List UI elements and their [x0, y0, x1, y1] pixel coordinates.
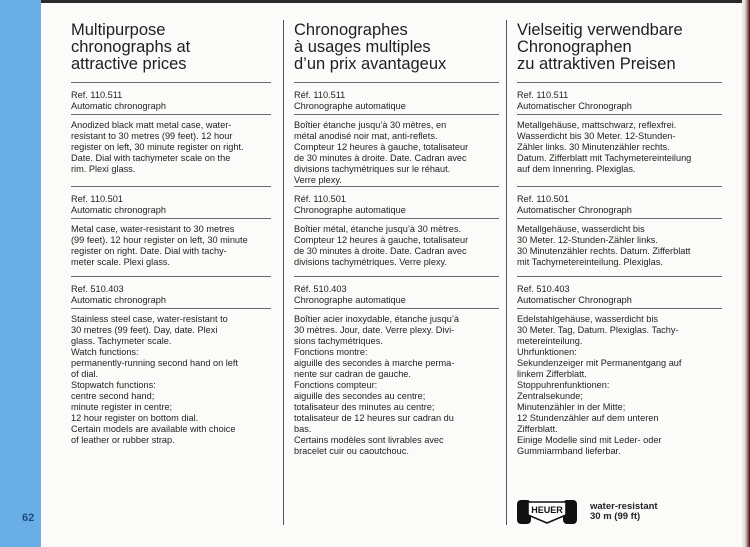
product-ref: Réf. 110.501 [294, 194, 346, 204]
product-description [71, 115, 271, 186]
description-line: Anodized black matt metal case, water- [71, 120, 232, 130]
description-line: 30 Minutenzähler rechts. Datum. Zifferblatt [517, 246, 691, 256]
description-line: 12 Stundenzähler auf dem unteren [517, 413, 659, 423]
description-line: 12 hour register on bottom dial. [71, 413, 199, 423]
description-line: auf dem Innenring. Plexiglas. [517, 164, 636, 174]
description-line: Boîtier étanche jusqu’à 30 mètres, en [294, 120, 447, 130]
description-line: Sekundenzeiger mit Permanentgang auf [517, 358, 682, 368]
column-title [294, 20, 499, 74]
product-description [294, 115, 499, 186]
product-description [294, 309, 499, 457]
description-line: rim. Plexi glass. [71, 164, 136, 174]
description-line: Fonctions montre: [294, 347, 368, 357]
product-subtitle: Automatischer Chronograph [517, 101, 632, 111]
description-line: Minutenzähler in der Mitte; [517, 402, 626, 412]
product-subtitle: Automatic chronograph [71, 101, 166, 111]
title-line: Vielseitig verwendbare [517, 21, 683, 39]
description-line: metereinteilung. [517, 336, 583, 346]
product-ref: Ref. 110.511 [517, 90, 569, 100]
description-line: Certains modèles sont livrables avec [294, 435, 444, 445]
description-line: of dial. [71, 369, 99, 379]
title-line: Chronographen [517, 38, 632, 56]
description-line: Metal case, water-resistant to 30 metres [71, 224, 235, 234]
description-line: meter scale. Plexi glass. [71, 257, 171, 267]
title-line: d’un prix avantageux [294, 55, 447, 73]
description-line: (99 feet). 12 hour register on left, 30 minute [71, 235, 248, 245]
description-line: divisions tachymétriques. Verre plexy. [294, 257, 448, 267]
description-line: Wasserdicht bis 30 Meter. 12-Stunden- [517, 131, 676, 141]
description-line: 30 metres (99 feet). Day, date. Plexi [71, 325, 218, 335]
description-line: nente sur cadran de gauche. [294, 369, 411, 379]
description-line: Certain models are available with choice [71, 424, 236, 434]
badge-line-2: 30 m (99 ft) [590, 511, 641, 522]
description-line: 30 Meter. 12-Stunden-Zähler links. [517, 235, 658, 245]
description-line: métal anodisé noir mat, anti-reflets. [294, 131, 438, 141]
description-line: Einige Modelle sind mit Leder- oder [517, 435, 662, 445]
product-ref: Ref. 110.501 [517, 194, 569, 204]
description-line: 30 mètres. Jour, date. Verre plexy. Divi- [294, 325, 455, 335]
description-line: Watch functions: [71, 347, 139, 357]
description-line: Zentralsekunde; [517, 391, 583, 401]
product-ref: Ref. 510.403 [71, 284, 124, 294]
description-line: Boîtier métal, étanche jusqu’à 30 mètres. [294, 224, 461, 234]
product-description [71, 219, 271, 276]
product-block [71, 83, 271, 186]
description-line: glass. Tachymeter scale. [71, 336, 172, 346]
description-line: centre second hand; [71, 391, 155, 401]
product-description [294, 219, 499, 276]
product-block [517, 187, 722, 276]
description-line: linkem Zifferblatt. [517, 369, 587, 379]
product-description [517, 309, 722, 457]
product-subtitle: Automatischer Chronograph [517, 295, 632, 305]
product-subtitle: Chronographe automatique [294, 101, 406, 111]
page-top-edge [0, 0, 750, 3]
description-line: Date. Dial with tachymeter scale on the [71, 153, 231, 163]
product-block [294, 187, 499, 276]
product-block [517, 83, 722, 186]
title-line: à usages multiples [294, 38, 431, 56]
description-line: Boîtier acier inoxydable, étanche jusqu’à [294, 314, 459, 324]
description-line: register on left, 30 minute register on right. [71, 142, 244, 152]
product-block [294, 83, 499, 186]
water-resistant-label [590, 502, 658, 522]
description-line: Stainless steel case, water-resistant to [71, 314, 228, 324]
title-line: zu attraktiven Preisen [517, 55, 676, 73]
description-line: sions tachymétriques. [294, 336, 383, 346]
title-line: chronographs at [71, 38, 191, 56]
product-description [517, 115, 722, 186]
product-ref: Réf. 510.403 [294, 284, 347, 294]
blue-margin-strip [0, 0, 41, 547]
description-line: bracelet cuir ou caoutchouc. [294, 446, 409, 456]
description-line: Compteur 12 heures à gauche, totalisateur [294, 142, 469, 152]
product-subtitle: Automatic chronograph [71, 205, 166, 215]
product-subtitle: Chronographe automatique [294, 205, 406, 215]
product-ref: Réf. 110.511 [294, 90, 346, 100]
svg-text:HEUER: HEUER [531, 505, 563, 515]
description-line: de 30 minutes à droite. Date. Cadran avec [294, 153, 467, 163]
description-line: permanently-running second hand on left [71, 358, 239, 368]
product-description [71, 309, 271, 446]
description-line: Stoppuhrenfunktionen: [517, 380, 610, 390]
description-line: divisions tachymétriques sur le réhaut. [294, 164, 451, 174]
description-line: mit Tachymetereinteilung. Plexiglas. [517, 257, 663, 267]
badge-line-1: water-resistant [590, 501, 658, 512]
description-line: aiguille des secondes au centre; [294, 391, 426, 401]
title-line: Chronographes [294, 21, 408, 39]
description-line: Edelstahlgehäuse, wasserdicht bis [517, 314, 658, 324]
column-fr [283, 20, 507, 525]
description-line: Fonctions compteur: [294, 380, 378, 390]
product-subtitle: Chronographe automatique [294, 295, 406, 305]
footer-badge [516, 497, 658, 527]
product-ref: Ref. 110.511 [71, 90, 123, 100]
description-line: Zifferblatt. [517, 424, 558, 434]
heuer-logo-icon [516, 497, 578, 527]
description-line: resistant to 30 metres (99 feet). 12 hour [71, 131, 233, 141]
product-ref: Ref. 510.403 [517, 284, 570, 294]
description-line: minute register in centre; [71, 402, 173, 412]
description-line: Metallgehäuse, wasserdicht bis [517, 224, 645, 234]
description-line: Zähler links. 30 Minutenzähler rechts. [517, 142, 670, 152]
description-line: 30 Meter. Tag, Datum. Plexiglas. Tachy- [517, 325, 679, 335]
product-block [71, 187, 271, 276]
page-number: 62 [22, 512, 35, 524]
description-line: Uhrfunktionen: [517, 347, 577, 357]
product-block [294, 277, 499, 457]
description-line: Metallgehäuse, mattschwarz, reflexfrei. [517, 120, 677, 130]
description-line: de 30 minutes à droite. Date. Cadran avec [294, 246, 467, 256]
column-en [71, 20, 271, 525]
product-subtitle: Automatic chronograph [71, 295, 166, 305]
description-line: bas. [294, 424, 312, 434]
product-subtitle: Automatischer Chronograph [517, 205, 632, 215]
column-de [506, 20, 735, 525]
title-line: attractive prices [71, 55, 187, 73]
description-line: Datum. Zifferblatt mit Tachymetereinteilung [517, 153, 692, 163]
product-block [71, 277, 271, 446]
column-title [517, 20, 722, 74]
column-title [71, 20, 271, 74]
product-block [517, 277, 722, 457]
description-line: Stopwatch functions: [71, 380, 156, 390]
description-line: register on right. Date. Dial with tachy- [71, 246, 227, 256]
book-spine-edge [742, 0, 750, 547]
description-line: Gummiarmband lieferbar. [517, 446, 621, 456]
description-line: of leather or rubber strap. [71, 435, 175, 445]
product-ref: Ref. 110.501 [71, 194, 123, 204]
product-description [517, 219, 722, 276]
title-line: Multipurpose [71, 21, 166, 39]
description-line: aiguille des secondes à marche perma- [294, 358, 455, 368]
description-line: Verre plexy. [294, 175, 342, 185]
description-line: totalisateur de 12 heures sur cadran du [294, 413, 454, 423]
description-line: Compteur 12 heures à gauche, totalisateur [294, 235, 469, 245]
description-line: totalisateur des minutes au centre; [294, 402, 435, 412]
